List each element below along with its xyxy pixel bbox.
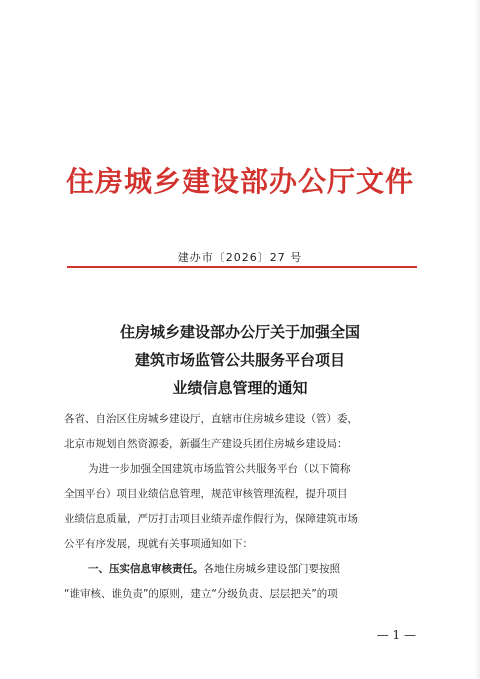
section-1-continuation: “谁审核、谁负责”的原则，建立“分级负责、层层把关”的项	[64, 588, 338, 600]
notice-title-line: 住房城乡建设部办公厅关于加强全国	[119, 323, 360, 341]
notice-title-line: 业绩信息管理的通知	[172, 379, 308, 397]
red-divider-line	[67, 266, 417, 268]
intro-paragraph-line: 业绩信息质量，严厉打击项目业绩弄虚作假行为，保障建筑市场	[64, 513, 358, 525]
section-1-heading: 一、压实信息审核责任。	[88, 563, 204, 575]
page-number: — 1 —	[376, 628, 416, 642]
addressee-line: 各省、自治区住房城乡建设厅，直辖市住房城乡建设（管）委，	[64, 413, 358, 425]
intro-paragraph-line: 全国平台）项目业绩信息管理，规范审核管理流程，提升项目	[64, 488, 348, 500]
section-1-text: 各地住房城乡建设部门要按照	[203, 563, 340, 575]
document-number: 建办市〔2026〕27 号	[177, 251, 303, 264]
notice-title	[0, 318, 480, 402]
intro-paragraph-line: 公平有序发展，现就有关事项通知如下：	[64, 538, 253, 550]
intro-paragraph-line: 为进一步加强全国建筑市场监管公共服务平台（以下简称	[88, 463, 351, 475]
notice-title-line: 建筑市场监管公共服务平台项目	[134, 351, 345, 369]
issuer-header-title: 住房城乡建设部办公厅文件	[65, 165, 414, 198]
addressee-line: 北京市规划自然资源委，新疆生产建设兵团住房城乡建设局：	[64, 438, 348, 450]
section-1-line	[64, 557, 424, 582]
notice-body	[64, 407, 424, 607]
